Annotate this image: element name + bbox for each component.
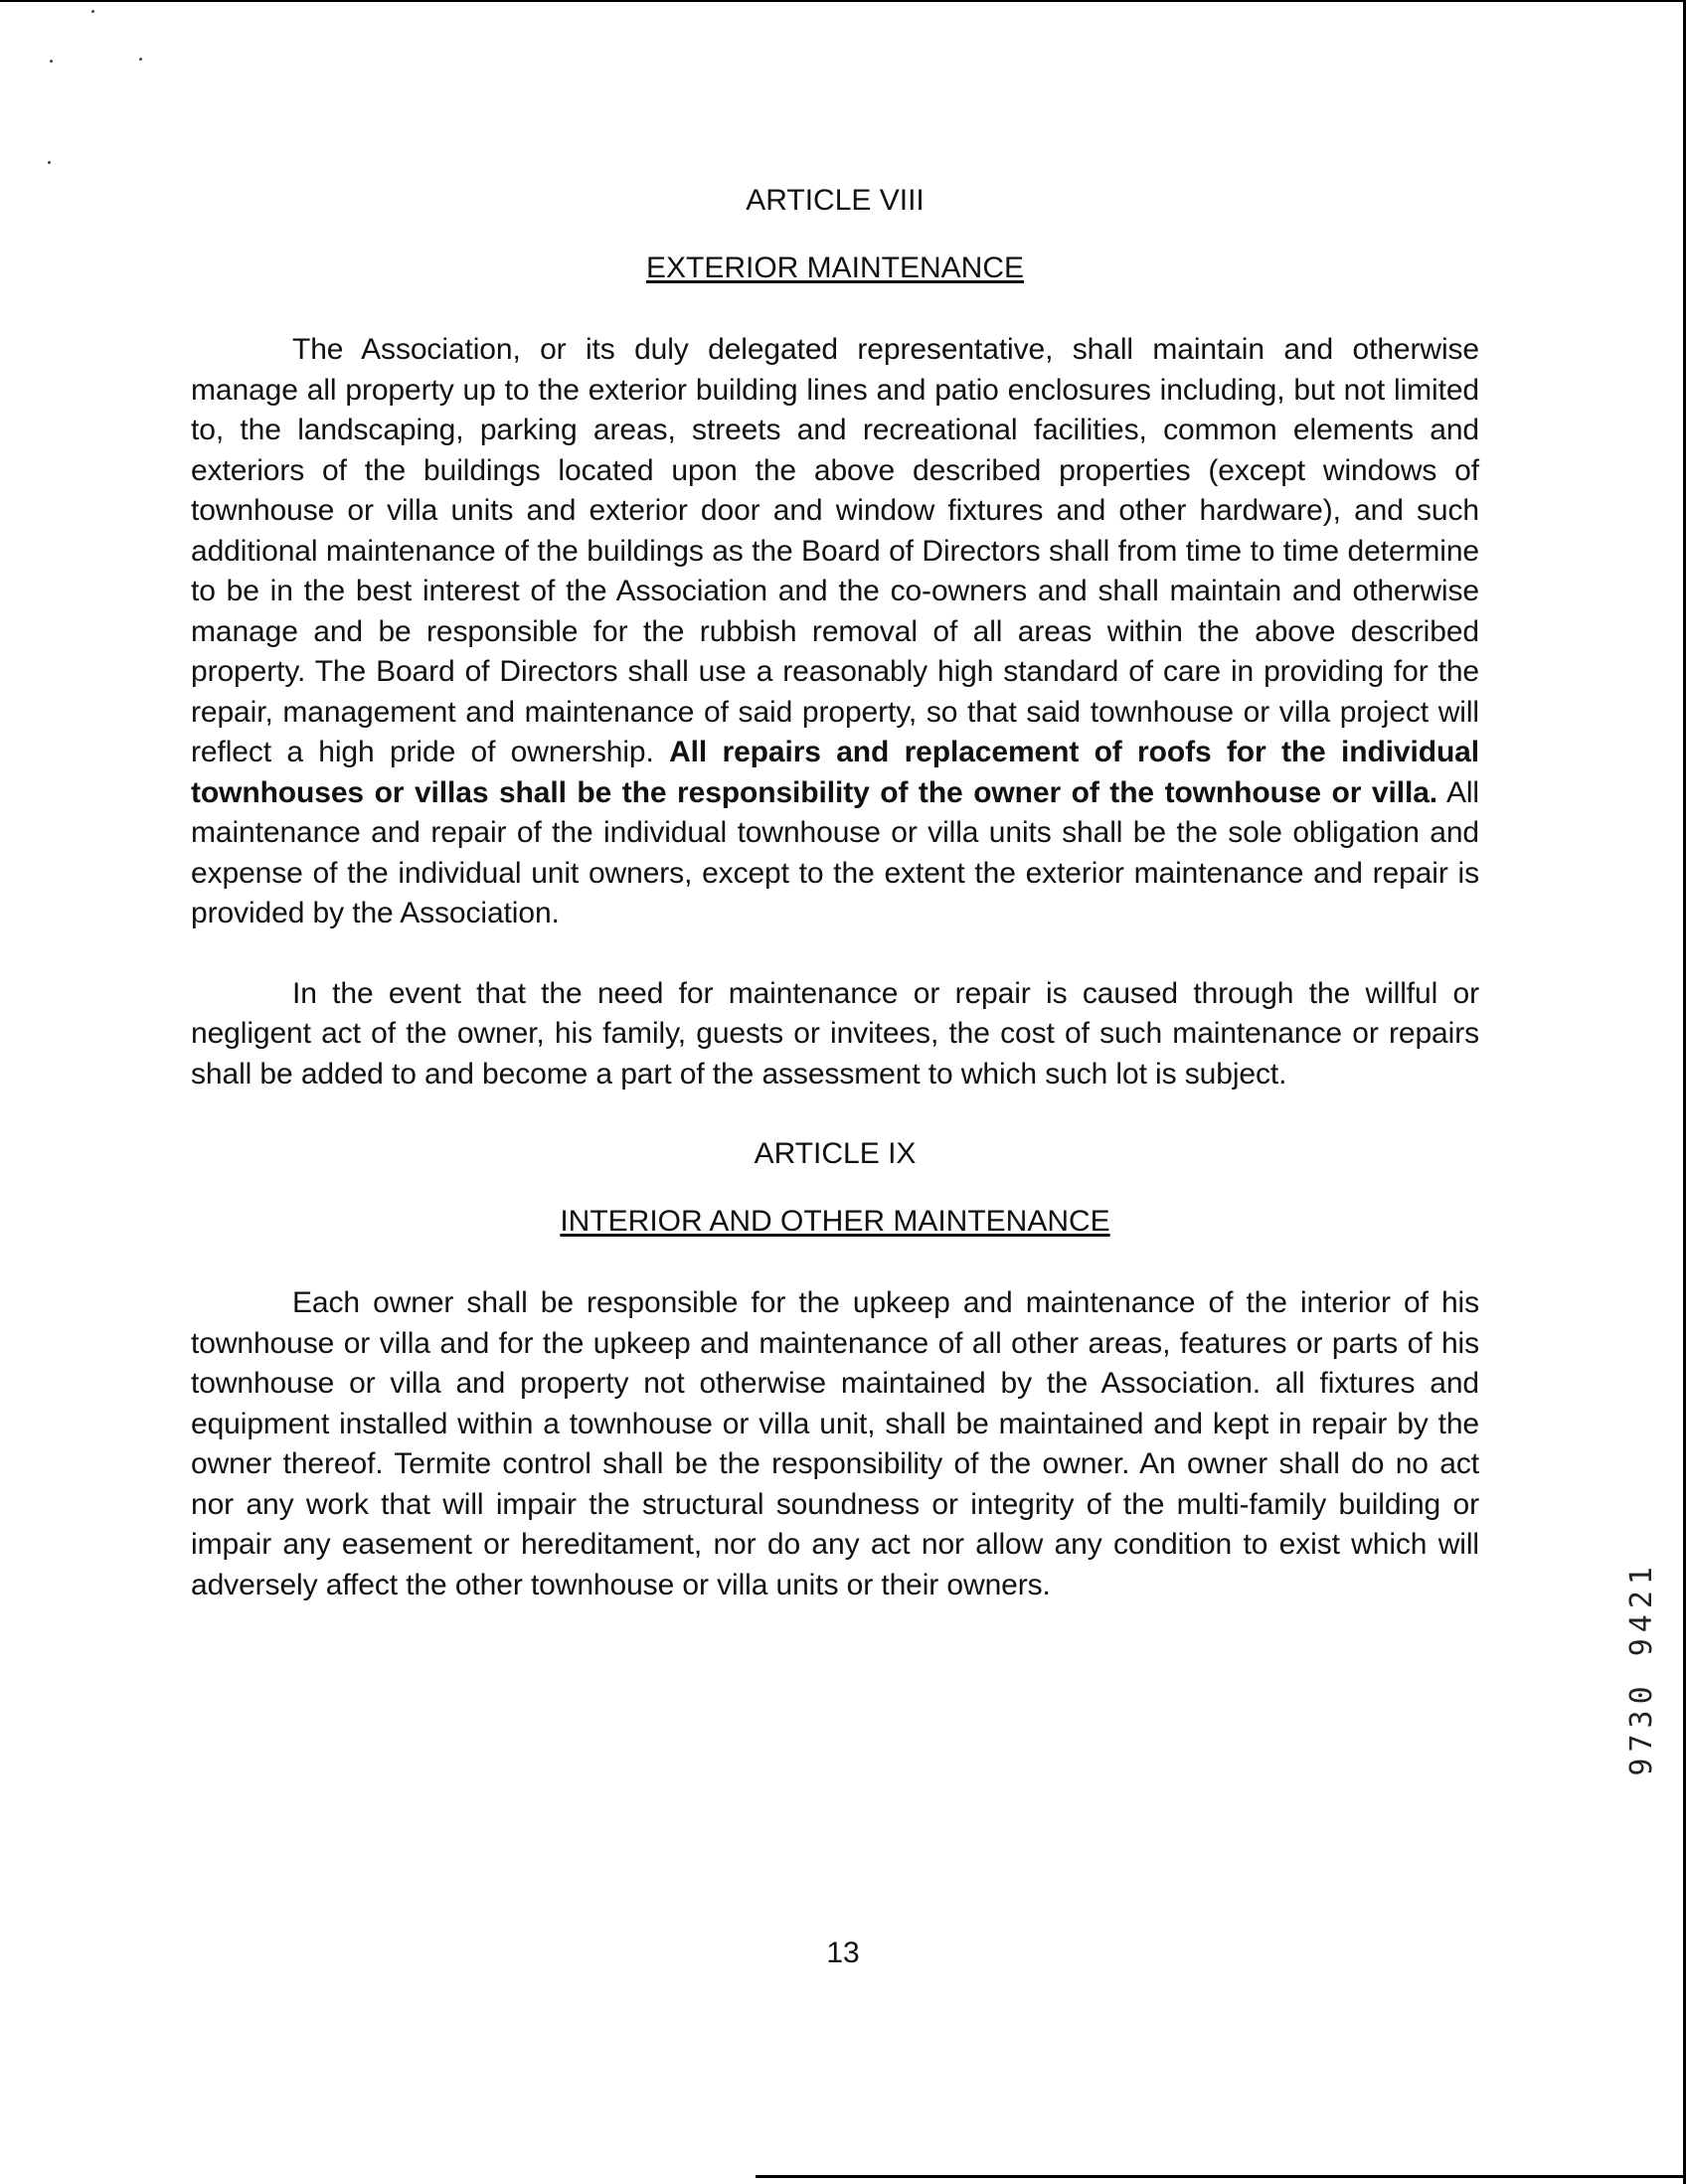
document-body: [191, 181, 1479, 1645]
scan-speck: [48, 161, 51, 164]
paragraph-text: The Association, or its duly delegated representative, shall maintain and otherwise manage all property up to the exterior building lines and patio enclosures including, but not limited to, the landscaping, parking areas, streets and recreational facilities, common elements and exteriors of the buildings located upon the above described properties (except windows of townhouse or villa units and exterior door and window fixtures and other hardware), and such additional maintenance of the buildings as the Board of Directors shall from time to time determine to be in the best interest of the Association and the co-owners and shall maintain and otherwise manage and be responsible for the rubbish removal of all areas within the above described property. The Board of Directors shall use a reasonably high standard of care in providing for the repair, management and maintenance of said property, so that said townhouse or villa project will reflect a high pride of ownership.: [191, 333, 1479, 768]
roof-responsibility-clause: All repairs and replacement of roofs for the individual townhouses or villas shall be the responsibility of the owner of the townhouse or villa.: [191, 736, 1479, 809]
margin-document-number: 9730 9421: [1624, 1561, 1659, 1776]
article-viii-paragraph-1: [191, 330, 1479, 934]
article-viii-title: EXTERIOR MAINTENANCE: [645, 252, 1025, 284]
scan-speck: [91, 10, 94, 13]
article-ix-heading: ARTICLE IX: [754, 1137, 917, 1170]
scan-bottom-rule: [756, 2175, 1686, 2178]
scan-speck: [139, 58, 142, 61]
paragraph-text: All maintenance and repair of the individual townhouse or villa units shall be the sole obligation and expense of the individual unit owners, except to the extent the exterior maintenance and repair is provided by the Association.: [191, 775, 1479, 929]
article-viii-paragraph-2: In the event that the need for maintenance or repair is caused through the willful or negligent act of the owner, his family, guests or invitees, the cost of such maintenance or repairs shall be added to and become a part of the assessment to which such lot is subject.: [191, 976, 1479, 1091]
scan-speck: [50, 60, 53, 63]
page-number: 13: [826, 1936, 860, 1969]
article-ix-title: INTERIOR AND OTHER MAINTENANCE: [560, 1205, 1110, 1238]
article-viii-heading: ARTICLE VIII: [746, 184, 925, 217]
scan-top-border: [0, 0, 1686, 2]
article-ix-paragraph-1: Each owner shall be responsible for the upkeep and maintenance of the interior of his townhouse or villa and for the upkeep and maintenance of all other areas, features or parts of his townhouse or villa and property not otherwise maintained by the Association. all fixtures and equipment installed within a townhouse or villa unit, shall be maintained and kept in repair by the owner thereof. Termite control shall be the responsibility of the owner. An owner shall do no act nor any work that will impair the structural soundness or integrity of the multi-family building or impair any easement or hereditament, nor do any act nor allow any condition to exist which will adversely affect the other townhouse or villa units or their owners.: [191, 1286, 1479, 1601]
